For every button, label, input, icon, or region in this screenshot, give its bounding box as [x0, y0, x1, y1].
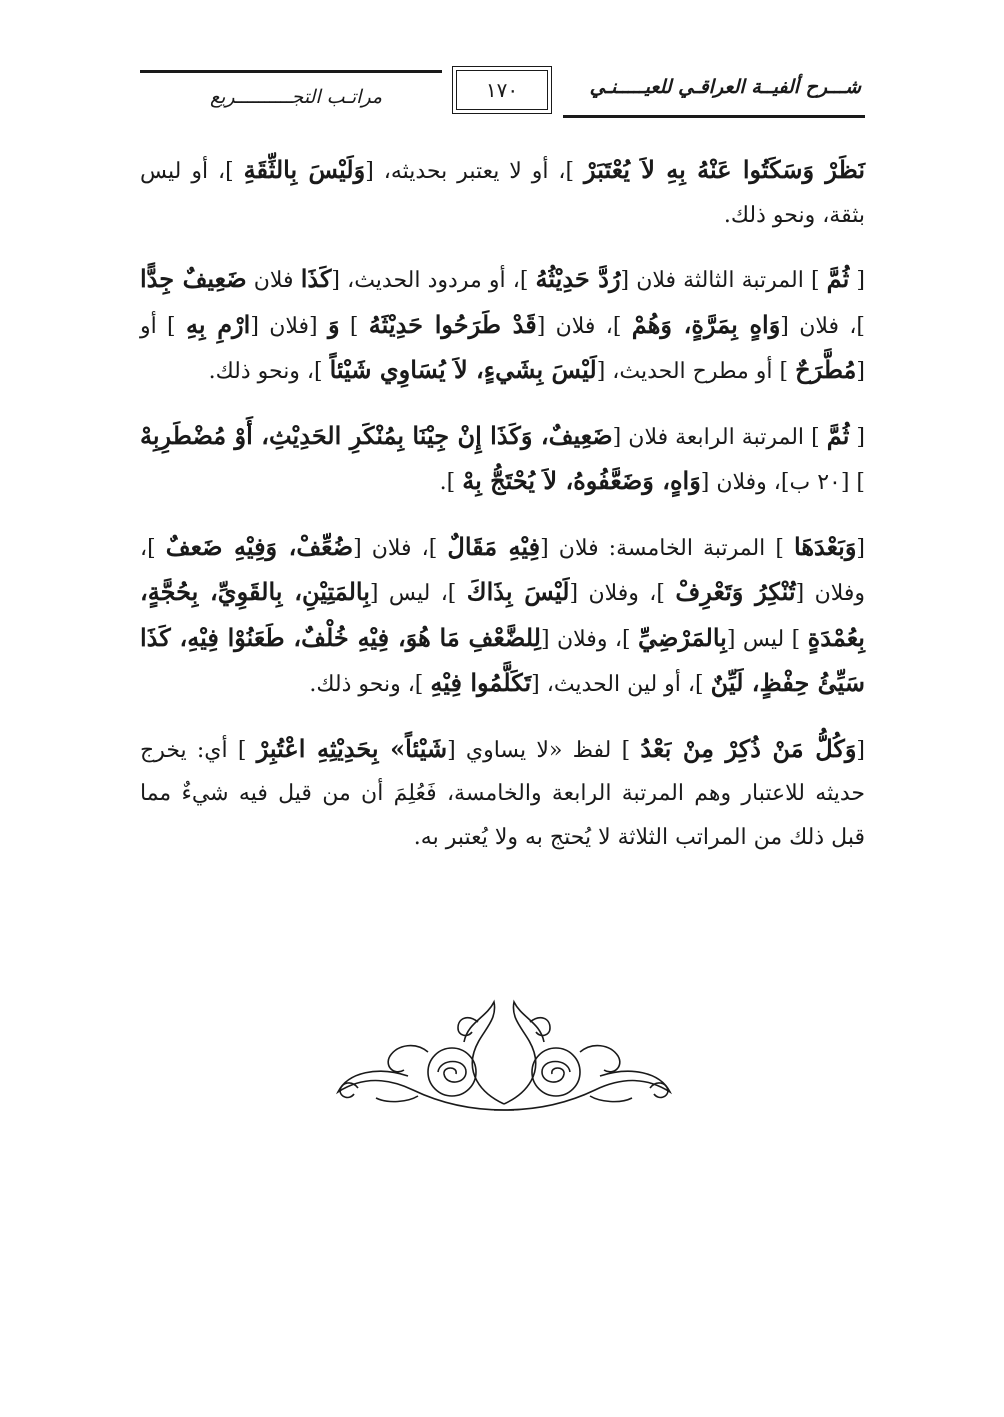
header-book-title: شـــرح ألفيــة العراقـي للعيـــــنـي [589, 76, 861, 98]
verse-quote: بِالمَرْضِيِّ [638, 622, 727, 652]
commentary-text: ] [339, 313, 369, 339]
commentary-text: ]، أو لين الحديث، [ [531, 672, 711, 697]
commentary-text: ] أو مطرح الحديث، [ [596, 359, 796, 384]
verse-quote: ضُعِّفْ، وَفِيْهِ ضَعفٌ [165, 531, 354, 561]
document-body [140, 148, 865, 879]
verse-quote: وَاهٍ، وَضَعَّفُوهُ، لاَ يُحْتَجُّ بِهْ [462, 466, 701, 495]
verse-quote: ارْمِ بِهِ [185, 309, 251, 339]
commentary-text: ]، أو ليس بثقة، ونحو ذلك. [140, 159, 865, 228]
commentary-text: ] أو [ [140, 313, 865, 384]
verse-quote: وَبَعْدَهَا [794, 531, 857, 561]
commentary-text: ] أي: يخرج حديثه للاعتبار وهم المرتبة الرابعة والخامسة، فَعُلِمَ أن من قيل فيه شيءٌ مما قبل ذلك من المراتب الثلاثة لا يُحتج به ولا يُعتبر به. [140, 737, 865, 850]
commentary-text: ]، فلان [ [353, 535, 448, 561]
verse-quote: قَدْ طَرَحُوا حَدِيْثَهُ [368, 309, 537, 339]
verse-quote: مُطَّرَحٌ [795, 355, 857, 384]
commentary-text: ]، وفلان [ [569, 581, 676, 606]
verse-quote: بِالمَتِيْنِ، بِالقَوِيِّ، بِحُجَّةٍ، بِعُمْدَةٍ [140, 577, 865, 652]
commentary-text: ] لفظ «لا يساوي [ [447, 737, 641, 763]
verse-quote: نَظَرْ وَسَكَتُوا عَنْهُ بِهِ لاَ يُعْتَبَرْ [584, 155, 865, 184]
verse-quote: كَذَا [300, 264, 332, 293]
commentary-text: ] المرتبة الخامسة: فلان [ [540, 535, 794, 561]
verse-quote: رُدَّ حَدِيْثُهُ [535, 264, 621, 293]
verse-quote: وَ [327, 309, 340, 339]
paragraph-3 [140, 414, 865, 505]
commentary-text: ]، فلان [ [536, 313, 632, 339]
verse-quote: وَلَيْسَ بِالثِّقَةِ [243, 155, 366, 184]
commentary-text: [ [856, 737, 866, 763]
commentary-text: ]، وفلان [ [541, 626, 638, 652]
commentary-text: ]، أو لا يعتبر بحديثه، [ [365, 159, 585, 184]
commentary-text: فلان [246, 268, 301, 293]
paragraph-5 [140, 727, 865, 860]
commentary-text: ] ليس [ [726, 626, 808, 652]
page-number-box [452, 66, 552, 114]
verse-quote: ضَعِيفٌ، وَكَذَا إِنْ جِيْنَا بِمُنْكَرِ الحَدِيْثِ، أَوْ مُضْطَرِبِهْ [140, 420, 613, 450]
commentary-text: ]، وفلان [ [140, 535, 866, 606]
commentary-text: [فلان [ [250, 313, 328, 339]
header-section-title-area [140, 70, 442, 118]
verse-quote: وَكُلُّ مَنْ ذُكِرْ مِنْ بَعْدُ [640, 733, 857, 763]
commentary-text: ]، ونحو ذلك. [309, 672, 431, 697]
paragraph-1 [140, 148, 865, 237]
verse-quote: فِيْهِ مَقَالٌ [447, 531, 541, 561]
verse-quote: ثُمَّ [826, 420, 850, 450]
commentary-text: [ [856, 535, 866, 561]
commentary-text: ]، فلان [ [780, 313, 866, 339]
commentary-text: ] المرتبة الثالثة فلان [ [620, 268, 827, 293]
header-section-title: مراتـب التجــــــــــريع [210, 86, 383, 108]
header-book-title-area [563, 70, 865, 118]
verse-quote: تَكَلَّمُوا فِيْهِ [430, 668, 532, 697]
verse-quote: ضَعِيفٌ جِدًّا [140, 264, 247, 293]
page-number: ١٧٠ [485, 78, 519, 102]
commentary-text: [ [849, 268, 866, 293]
paragraph-2 [140, 257, 865, 394]
header-rule-left [140, 70, 442, 73]
verse-quote: لِلضَّعْفِ مَا هُوَ، فِيْهِ خُلْفٌ، طَعَنُوْا فِيْهِ، كَذَا سَيِّئُ حِفْظٍ، لَيِّنٌ [140, 622, 865, 697]
verse-quote: لَيْسَ بِذَاكَ [466, 577, 570, 606]
paragraph-4 [140, 525, 865, 707]
verse-quote: شَيْئاً» بِحَدِيْثِهِ اعْتُبِرْ [256, 733, 448, 763]
verse-quote: وَاهٍ بِمَرَّةٍ، وَهُمْ [631, 309, 781, 339]
verse-quote: تُنْكِرُ وَتَعْرِفْ [675, 577, 796, 606]
commentary-text: ]، ليس [ [369, 581, 467, 606]
header-rule-right [563, 115, 865, 118]
commentary-text: ]. [439, 470, 463, 495]
commentary-text: [ [849, 424, 866, 450]
commentary-text: ] المرتبة الرابعة فلان [ [612, 424, 827, 450]
commentary-text: ]، ونحو ذلك. [208, 359, 330, 384]
floral-ornament-icon [318, 992, 690, 1116]
commentary-text: ] [٢٠ ب]، وفلان [ [700, 470, 865, 495]
verse-quote: ثُمَّ [826, 264, 850, 293]
page-header [140, 66, 865, 122]
verse-quote: لَيْسَ بِشَيءٍ، لاَ يُسَاوِي شَيْئاً [329, 355, 597, 384]
commentary-text: ]، أو مردود الحديث، [ [331, 268, 536, 293]
